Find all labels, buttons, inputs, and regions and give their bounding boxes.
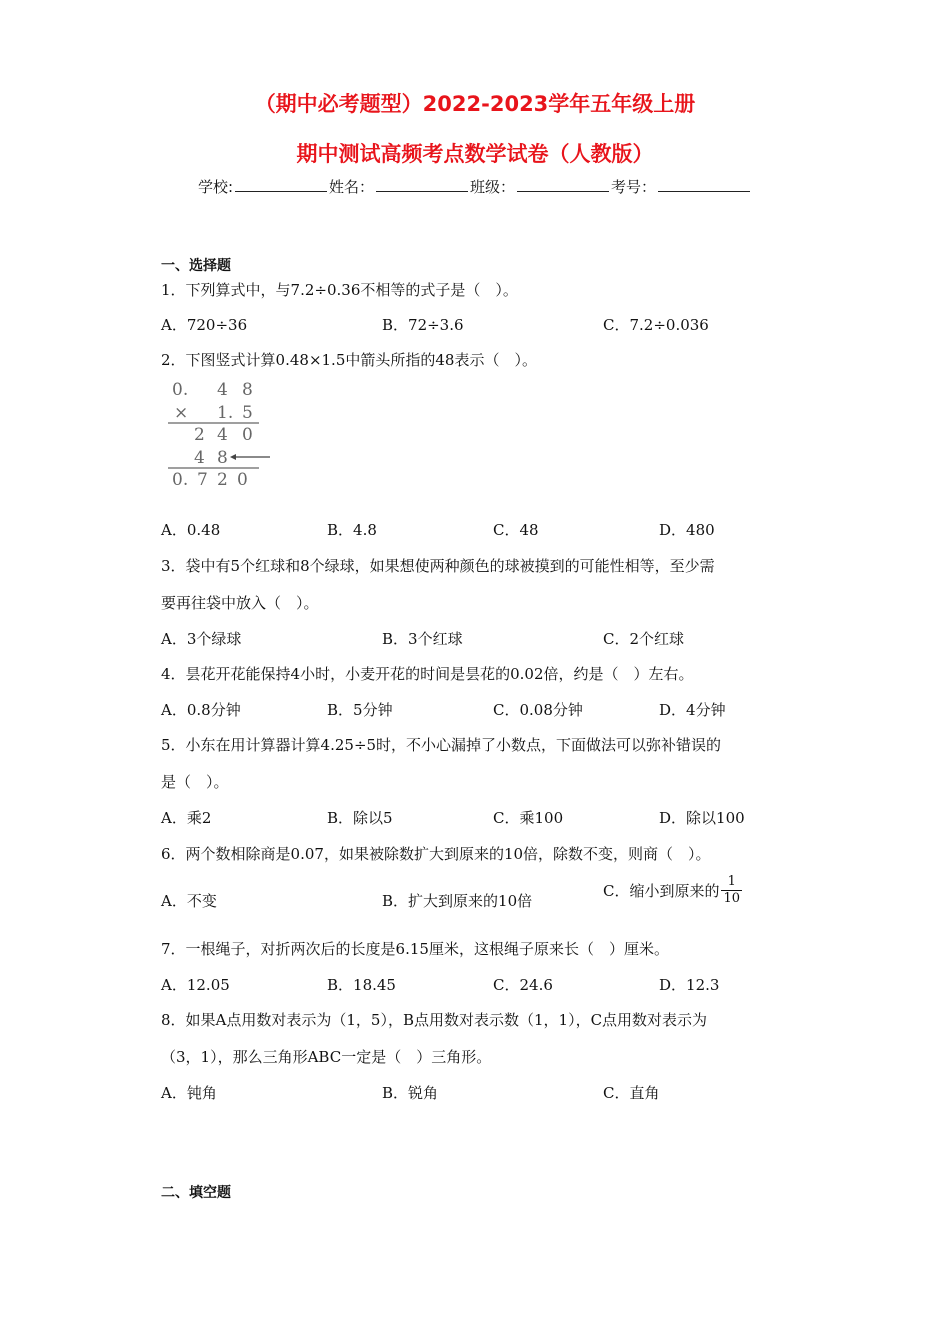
q7-option-a: A．12.05: [161, 976, 230, 994]
q3-option-b: B．3个红球: [382, 630, 463, 648]
question-7: 7．一根绳子，对折两次后的长度是6.15厘米，这根绳子原来长（ ）厘米。: [161, 940, 669, 958]
question-2: 2．下图竖式计算0.48×1.5中箭头所指的48表示（ ）。: [161, 351, 537, 369]
q2-option-b: B．4.8: [327, 521, 377, 539]
calc-r2-c1: ×: [174, 403, 189, 423]
section-choice-heading: 一、选择题: [161, 258, 231, 274]
q6-option-c: [603, 874, 742, 907]
q5-option-a: A．乘2: [161, 809, 212, 827]
q8-option-b: B．锐角: [382, 1084, 439, 1102]
calc-arrow-head: [230, 454, 236, 460]
section-fill-heading: 二、填空题: [161, 1185, 231, 1201]
class-blank[interactable]: [517, 177, 609, 192]
exam-title-line2: 期中测试高频考点数学试卷（人教版）: [296, 142, 654, 166]
question-6: 6．两个数相除商是0.07，如果被除数扩大到原来的10倍，除数不变，则商（ ）。: [161, 845, 711, 863]
q4-option-a: A．0.8分钟: [161, 701, 241, 719]
fraction-one-tenth: [721, 874, 742, 907]
vertical-calc-svg: [160, 376, 280, 496]
calc-r3-c3: 0: [242, 425, 253, 445]
question-8-line1: 8．如果A点用数对表示为（1，5），B点用数对表示数（1，1），C点用数对表示为: [161, 1011, 708, 1029]
calc-r5-c2: 7: [197, 470, 208, 490]
calc-r1-c2: 4: [217, 380, 228, 400]
name-label: 姓名：: [329, 178, 375, 196]
q4-option-b: B．5分钟: [327, 701, 393, 719]
question-5-line2: 是（ ）。: [161, 773, 229, 791]
calc-r1-c1: 0.: [172, 380, 189, 400]
q1-option-c: C．7.2÷0.036: [603, 316, 709, 334]
question-3-line2: 要再往袋中放入（ ）。: [161, 594, 319, 612]
q7-option-b: B．18.45: [327, 976, 396, 994]
school-blank[interactable]: [235, 177, 327, 192]
calc-r3-c1: 2: [194, 425, 205, 445]
calc-r5-c4: 0: [237, 470, 248, 490]
q6-option-c-text: C．缩小到原来的: [603, 882, 720, 900]
calc-r5-c1: 0.: [172, 470, 189, 490]
fraction-numerator: 1: [721, 874, 742, 891]
calc-r2-c3: 5: [242, 403, 253, 423]
calc-r1-c3: 8: [242, 380, 253, 400]
q3-option-c: C．2个红球: [603, 630, 685, 648]
school-label: 学校:: [197, 178, 233, 196]
exam-no-label: 考号：: [611, 178, 657, 196]
q1-option-b: B．72÷3.6: [382, 316, 464, 334]
question-8-line2: （3，1），那么三角形ABC一定是（ ）三角形。: [161, 1048, 492, 1066]
question-3-line1: 3．袋中有5个红球和8个绿球，如果想使两种颜色的球被摸到的可能性相等，至少需: [161, 557, 715, 575]
question-5-line1: 5．小东在用计算器计算4.25÷5时，不小心漏掉了小数点，下面做法可以弥补错误的: [161, 736, 722, 754]
exam-title-line1: （期中必考题型）2022-2023学年五年级上册: [254, 92, 696, 116]
fraction-denominator: 10: [723, 891, 741, 906]
class-label: 班级：: [470, 178, 516, 196]
q7-option-d: D．12.3: [659, 976, 720, 994]
q2-option-a: A．0.48: [161, 521, 221, 539]
q5-option-c: C．乘100: [493, 809, 564, 827]
q2-option-c: C．48: [493, 521, 539, 539]
question-1: 1．下列算式中，与7.2÷0.36不相等的式子是（ ）。: [161, 281, 518, 299]
q1-option-a: A．720÷36: [161, 316, 248, 334]
question-4: 4．昙花开花能保持4小时，小麦开花的时间是昙花的0.02倍，约是（ ）左右。: [161, 665, 694, 683]
name-blank[interactable]: [376, 177, 468, 192]
calc-r4-c2: 8: [217, 448, 228, 468]
q4-option-d: D．4分钟: [659, 701, 726, 719]
q7-option-c: C．24.6: [493, 976, 553, 994]
q5-option-d: D．除以100: [659, 809, 745, 827]
q5-option-b: B．除以5: [327, 809, 393, 827]
calc-r3-c2: 4: [217, 425, 228, 445]
calc-r5-c3: 2: [217, 470, 228, 490]
q3-option-a: A．3个绿球: [161, 630, 242, 648]
exam-no-blank[interactable]: [658, 177, 750, 192]
vertical-multiplication-figure: [160, 376, 280, 496]
q2-option-d: D．480: [659, 521, 715, 539]
calc-r4-c1: 4: [194, 448, 205, 468]
student-info-row: [0, 176, 950, 197]
q4-option-c: C．0.08分钟: [493, 701, 583, 719]
q6-option-a: A．不变: [161, 892, 217, 910]
q6-option-b: B．扩大到原来的10倍: [382, 892, 533, 910]
q8-option-c: C．直角: [603, 1084, 660, 1102]
q8-option-a: A．钝角: [161, 1084, 217, 1102]
calc-r2-c2: 1.: [217, 403, 234, 423]
